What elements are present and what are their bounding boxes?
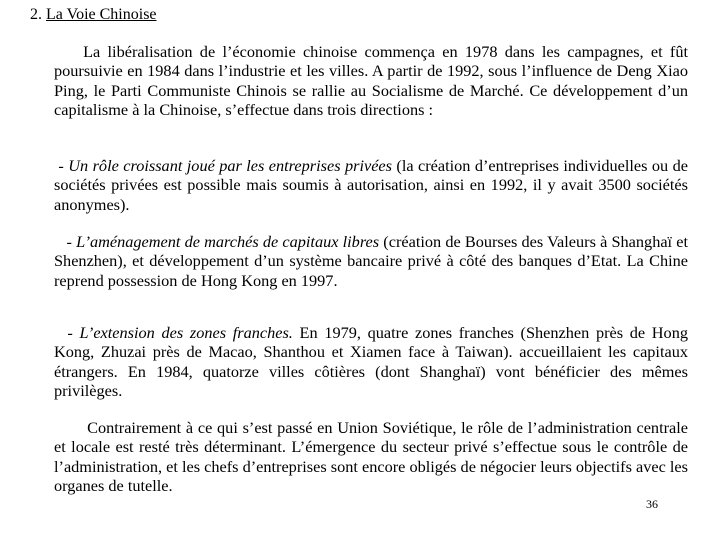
direction-capital-markets [54,232,688,290]
direction-title: - L’aménagement de marchés de capitaux libres [54,232,380,251]
direction-free-zones [54,323,688,400]
conclusion-paragraph: Contrairement à ce qui s’est passé en Union Soviétique, le rôle de l’administration centrale et locale est resté très déterminant. L’émergence du secteur privé s’effectue sous le contrôle de l’administration, et les chefs d’entreprises sont encore obligés de négocier leurs objectifs avec les organes de tutelle. [54,418,688,495]
direction-body: En 1979, quatre zones franches (Shenzhen près de Hong Kong, Zhuzai près de Macao, Shanthou et Xiamen face à Taiwan). accueillaient les capitaux étrangers. En 1984, quatorze villes côtières (dont Shanghaï) vont bénéficier des mêmes privilèges. [54,323,688,400]
direction-body: (la création d’entreprises individuelles ou de sociétés privées est possible mais soumis à autorisation, ainsi en 1992, il y avait 3500 sociétés anonymes). [54,156,688,214]
direction-title: - Un rôle croissant joué par les entreprises privées [54,156,392,175]
direction-title: - L’extension des zones franches. [54,323,293,342]
section-heading [30,6,157,24]
section-number: 2. [30,6,46,23]
page-number: 36 [646,497,658,511]
intro-paragraph: La libéralisation de l’économie chinoise commença en 1978 dans les campagnes, et fût poursuivie en 1984 dans l’industrie et les villes. A partir de 1992, sous l’influence de Deng Xiao Ping, le Parti Communiste Chinois se rallie au Socialisme de Marché. Ce développement d’un capitalisme à la Chinoise, s’effectue dans trois directions : [54,42,688,119]
direction-body: (création de Bourses des Valeurs à Shanghaï et Shenzhen), et développement d’un système bancaire privé à côté des banques d’Etat. La Chine reprend possession de Hong Kong en 1997. [54,232,689,290]
direction-private-enterprises [54,156,688,214]
section-title: La Voie Chinoise [46,6,157,23]
